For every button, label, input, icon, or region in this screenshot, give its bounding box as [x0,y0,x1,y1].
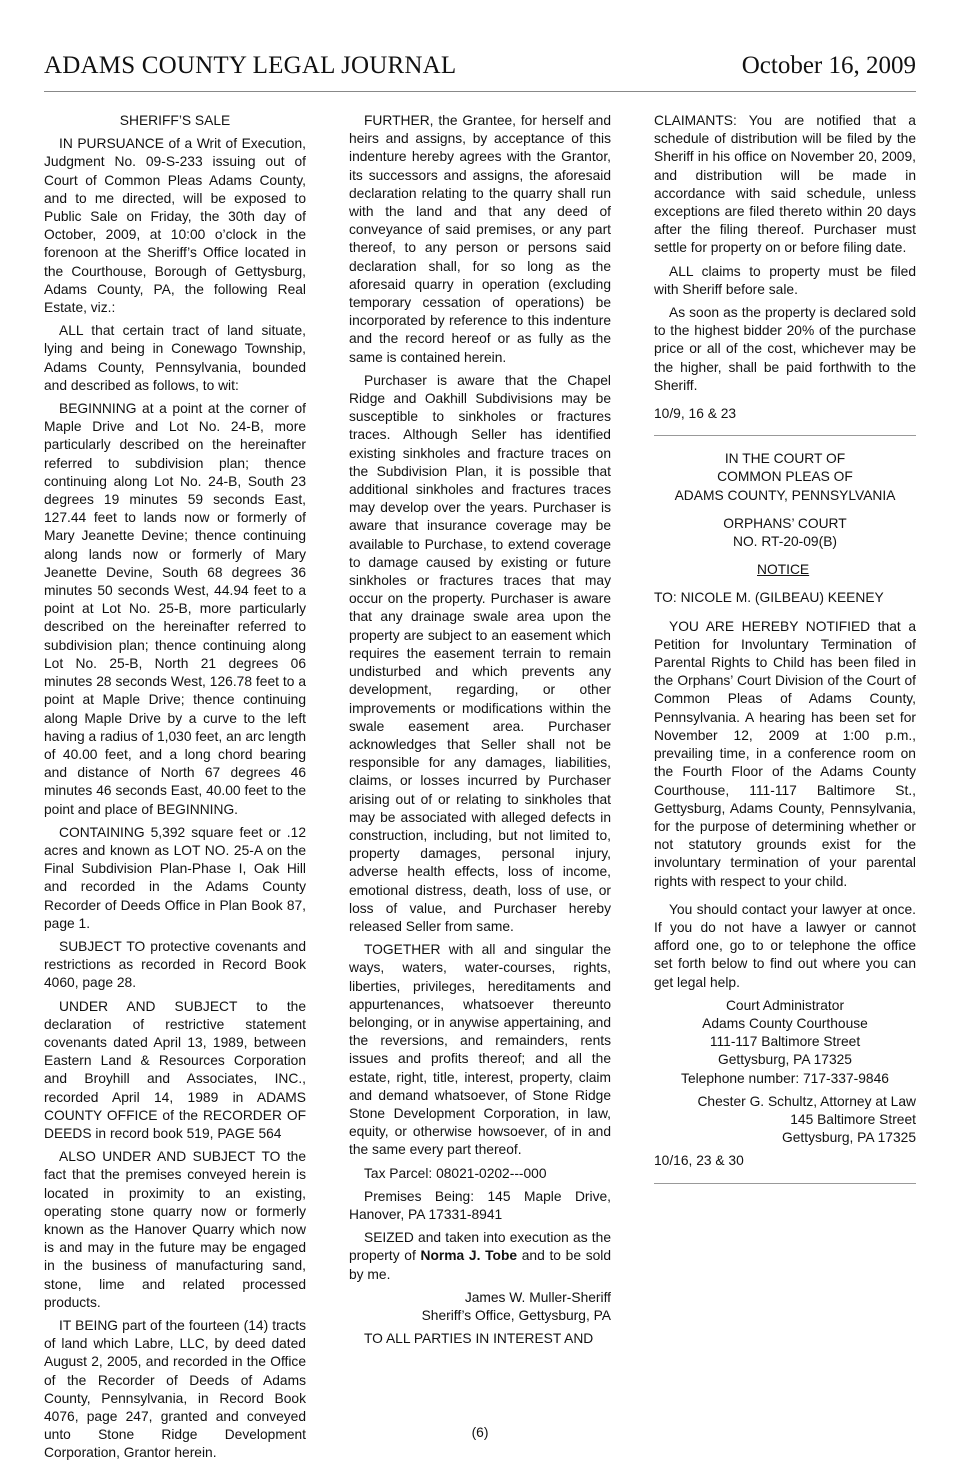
sheriff-sale-paragraph: IN PURSUANCE of a Writ of Execution, Judgment No. 09-S-233 issuing out of Court of Common Pleas Adams County, and to me directed, will be exposed to Public Sale on Friday, the 30th day of October, 2009, at 10:00 o’clock in the forenoon at the Sheriff’s Office located in the Courthouse, Borough of Gettysburg, Adams County, PA, the following Real Estate, viz.: [44,136,306,316]
sheriff-signature [349,1289,611,1325]
premises-address: Premises Being: 145 Maple Drive, Hanover, PA 17331-8941 [349,1188,611,1222]
admin-phone: Telephone number: 717-337-9846 [681,1070,889,1086]
publication-dates: 10/16, 23 & 30 [654,1153,744,1169]
attorney-line: Gettysburg, PA 17325 [782,1130,916,1146]
section-divider [654,435,916,436]
notice-title: NOTICE [757,562,810,578]
court-line: IN THE COURT OF [724,451,846,467]
admin-line: Adams County Courthouse [702,1015,868,1031]
seized-statement [349,1229,611,1284]
attorney-line: 145 Baltimore Street [790,1111,916,1127]
issue-date: October 16, 2009 [741,52,916,79]
claimants-paragraph: CLAIMANTS: You are notified that a schedule of distribution will be filed by the Sheriff in his office on November 20, 2009, and distribution will be made in accordance with said schedule, unless exceptions are filed thereto within 20 days after the filing thereof. Purchaser must settle for property on or before filing date. [654,113,916,256]
admin-line: 111-117 Baltimore Street [709,1034,861,1050]
header-divider [44,91,916,92]
column-3 [654,112,916,1198]
page-header [44,52,916,86]
court-administrator-block [654,997,916,1088]
attorney-block [654,1093,916,1148]
sheriff-name: James W. Muller-Sheriff [464,1289,611,1305]
court-line: ADAMS COUNTY, PENNSYLVANIA [674,487,896,503]
page-number: (6) [471,1425,489,1440]
sheriff-sale-paragraph: SUBJECT TO protective covenants and restrictions as recorded in Record Book 4060, page 28. [44,938,306,991]
section-divider [654,1183,916,1184]
attorney-line: Chester G. Schultz, Attorney at Law [697,1093,916,1109]
sheriff-office: Sheriff’s Office, Gettysburg, PA [421,1308,611,1323]
court-line: COMMON PLEAS OF [717,469,853,485]
notice-recipient: TO: NICOLE M. (GILBEAU) KEENEY [654,590,884,606]
case-heading [654,515,916,551]
admin-line: Court Administrator [725,997,845,1013]
column-1 [44,112,306,1468]
sheriff-sale-paragraph: UNDER AND SUBJECT to the declaration of restrictive statement covenants dated April 13, 1989, between Eastern Land & Resources Corporation and Broyhill and Associates, INC., recorded April 14, 1989 in ADAMS COUNTY OFFICE of the RECORDER OF DEEDS in record book 519, PAGE 564 [44,998,306,1141]
sheriff-sale-paragraph: ALL that certain tract of land situate, lying and being in Conewago Township, Adams County, Pennsylvania, bounded and described as follows, to wit: [44,323,306,393]
tax-parcel: Tax Parcel: 08021-0202---000 [364,1165,547,1181]
to-all-parties: TO ALL PARTIES IN INTEREST AND [364,1331,594,1347]
notice-paragraph: You should contact your lawyer at once. If you do not have a lawyer or cannot afford one, go to or telephone the office set forth below to find out where you can get legal help. [654,901,916,990]
sheriff-sale-paragraph: CONTAINING 5,392 square feet or .12 acres and known as LOT NO. 25-A on the Final Subdivision Plan-Phase I, Oak Hill and recorded in the Adams County Recorder of Deeds Office in Plan Book 87, page 1. [44,824,306,931]
admin-line: Gettysburg, PA 17325 [718,1052,852,1068]
sheriff-sale-paragraph: Purchaser is aware that the Chapel Ridge and Oakhill Subdivisions may be susceptible to sinkholes or fractures traces. Although Seller has identified existing sinkholes and fracture traces on the Subdivision Plan, it is possible that additional sinkholes and fractures traces may develop over the years. Purchaser is aware that insurance coverage may be available to Purchase, to extend coverage to damage caused by existing or future sinkholes or fractures traces that may occur on the property. Purchaser is aware that any drainage swale area upon the property are subject to an easement which requires the easement terrain to remain undisturbed and which prevents any development, regarding, or other improvements or modifications within the swale easement area. Purchaser acknowledges that Seller shall not be responsible for any damages, liabilities, claims, or losses incurred by Purchaser arising out of or relating to sinkholes that may be associated with alleged defects in construction, including, but not limited to, property damages, personal injury, adverse health effects, loss of income, emotional distress, death, loss of use, or loss of value, and Purchaser hereby released Seller from same. [349,372,611,934]
as-soon-paragraph: As soon as the property is declared sold to the highest bidder 20% of the purchase price or all of the cost, whichever may be the higher, shall be paid forthwith to the Sheriff. [654,305,916,393]
all-claims-paragraph: ALL claims to property must be filed with Sheriff before sale. [654,263,916,297]
notice-paragraph: YOU ARE HEREBY NOTIFIED that a Petition for Involuntary Termination of Parental Rights to Child has been filed in the Orphans’ Court Division of the Court of Common Pleas of Adams County, Pennsylvania. A hearing has been set for November 12, 2009 at 1:00 p.m., prevailing time, in a conference room on the Fourth Floor of the Adams County Courthouse, 111-117 Baltimore St., Gettysburg, Adams County, Pennsylvania, for the purpose of determining whether or not statutory grounds exist for the involuntary termination of your parental rights with respect to your child. [654,618,916,889]
seized-text-after: and to be sold by me. [349,1248,611,1282]
sheriff-sale-paragraph: BEGINNING at a point at the corner of Maple Drive and Lot No. 24-B, more particularly described on the hereinafter referred to subdivision plan; thence continuing along Lot No. 24-B, South 23 degrees 19 minutes 59 seconds East, 127.44 feet to lands now or formerly of Mary Jeanette Devine; thence continuing along lands now or formerly of Mary Jeanette Devine, South 68 degrees 36 minutes 50 seconds West, 44.94 feet to a point at Lot No. 25-B, more particularly described on the hereinafter referred to subdivision plan; thence continuing along Lot No. 25-B, North 21 degrees 06 minutes 28 seconds West, 126.78 feet to a point at Maple Drive; thence continuing along Maple Drive by a curve to the left having a radius of 1,030 feet, an arc length of 40.00 feet, and a long chord bearing and distance of North 67 degrees 46 minutes 46 seconds East, 40.00 feet to the point and place of BEGINNING. [44,401,306,817]
defendant-name: Norma J. Tobe [420,1248,518,1264]
sheriff-sale-paragraph: IT BEING part of the fourteen (14) tracts of land which Labre, LLC, by deed dated August 2, 2005, and recorded in the Office of the Recorder of Deeds of Adams County, Pennsylvania, in Record Book 4076, page 247, granted and conveyed unto Stone Ridge Development Corporation, Grantor herein. [44,1318,306,1461]
seized-text-before: SEIZED and taken into execution as the property of [349,1230,611,1264]
sheriff-sale-paragraph: FURTHER, the Grantee, for herself and heirs and assigns, by acceptance of this indenture hereby agrees with the Grantor, its successors and assigns, the aforesaid declaration relating to the quarry shall run with the land and that any deed of conveyance of said premises, or any part thereof, to any person or persons said declaration shall, for so long as the aforesaid quarry in operation (excluding temporary cessation of operations) be incorporated by reference to this indenture and the record hereof or as fully as the same is contained herein. [349,113,611,365]
column-2 [349,112,611,1353]
court-division: ORPHANS’ COURT [723,515,847,531]
case-number: NO. RT-20-09(B) [732,534,837,550]
notice-title-line [654,561,916,579]
sheriff-sale-paragraph: ALSO UNDER AND SUBJECT TO the fact that the premises conveyed herein is located in proximity to an existing, operating stone quarry now or formerly known as the Hanover Quarry which now is and may in the future may be engaged in the business of manufacturing sand, stone, lime and related processed products. [44,1149,306,1310]
publication-dates: 10/9, 16 & 23 [654,406,737,422]
sheriff-sale-paragraph: TOGETHER with all and singular the ways, waters, water-courses, rights, liberties, privileges, hereditaments and appurtenances, whatsoever thereunto belonging, or in anywise appertaining, and the reversions, and remainders, rents issues and profits thereof; and all the estate, right, title, interest, property, claim and demand whatsoever, of Stone Ridge Stone Development Corporation, in law, equity, or otherwise howsoever, of in and the same every part thereof. [349,942,611,1158]
court-heading [654,450,916,505]
journal-title: ADAMS COUNTY LEGAL JOURNAL [44,52,457,79]
sheriff-sale-title: SHERIFF’S SALE [119,113,231,128]
